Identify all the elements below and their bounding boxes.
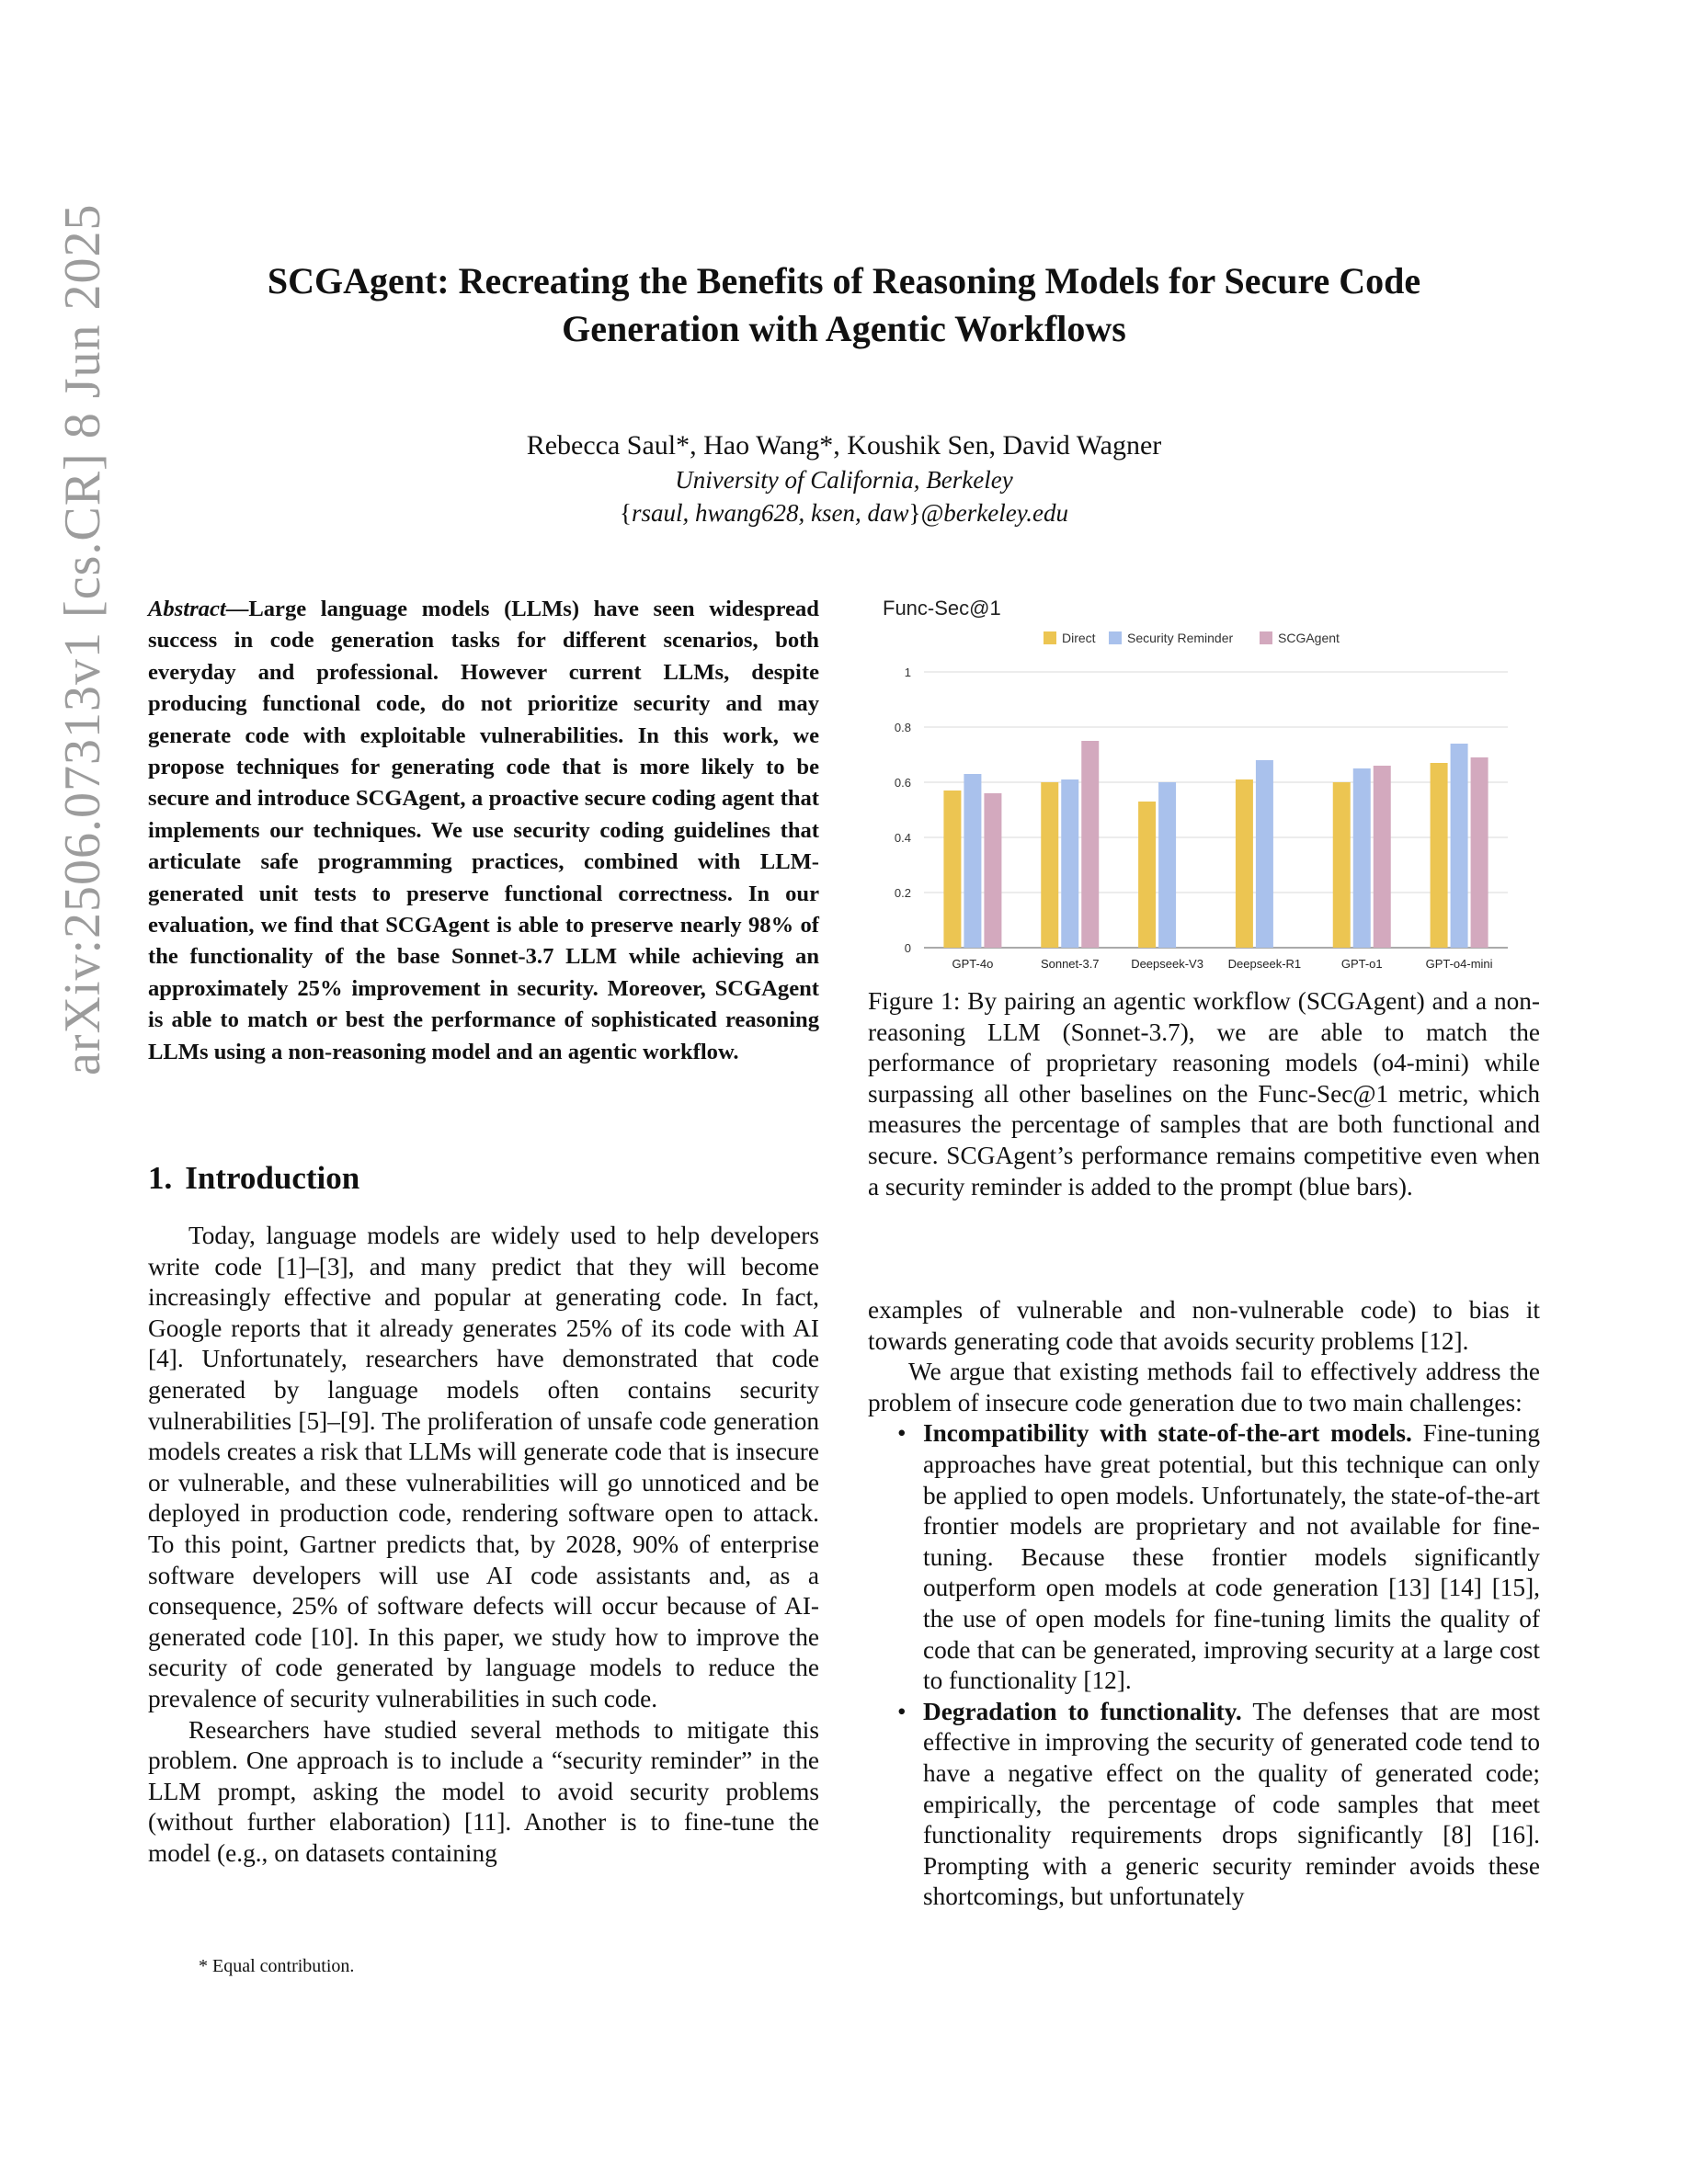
bullet-text: Fine-tuning approaches have great potential, but this technique can only be applied to open models. Unfortunately, the state-of-the-art frontier models are proprietary and not available for fine-tuning. Because these frontier models significantly outperform open models at code generation [13] [14] [15], the use of open models for fine-tuning limits the quality of code that can be generated, improving security at a large cost to functionality [12]. bbox=[923, 1419, 1540, 1695]
challenges-list bbox=[868, 1418, 1540, 1913]
bullet-icon: • bbox=[897, 1697, 907, 1725]
y-tick-label: 0.8 bbox=[894, 721, 911, 734]
title-line-1: SCGAgent: Recreating the Benefits of Reasoning Models for Secure Code bbox=[267, 260, 1421, 301]
chart-bars bbox=[943, 741, 1488, 948]
arxiv-identifier: arXiv:2506.07313v1 [cs.CR] 8 Jun 2025 bbox=[54, 203, 111, 1075]
author-block bbox=[184, 428, 1504, 529]
chart-svg bbox=[873, 593, 1517, 979]
figure-caption: Figure 1: By pairing an agentic workflow (SCGAgent) and a non-reasoning LLM (Sonnet-3.7), we are able to match the performance of proprietary reasoning models (o4-mini) while surpassing all other baselines on the Func-Sec@1 metric, which measures the percentage of samples that are both functional and secure. SCGAgent’s performance remains competitive even when a security reminder is added to the prompt (blue bars). bbox=[868, 987, 1540, 1200]
x-tick-label: Deepseek-R1 bbox=[1227, 957, 1302, 971]
affiliation: University of California, Berkeley bbox=[675, 466, 1013, 494]
bar bbox=[1138, 802, 1156, 948]
bar bbox=[1041, 782, 1058, 948]
x-tick-label: GPT-4o bbox=[952, 957, 994, 971]
func-sec-chart bbox=[873, 593, 1517, 979]
legend-swatch bbox=[1044, 631, 1056, 644]
legend-label: SCGAgent bbox=[1278, 631, 1340, 645]
introduction-body bbox=[148, 1221, 819, 1869]
bullet-term: Degradation to functionality. bbox=[923, 1697, 1242, 1725]
paper-title bbox=[184, 257, 1504, 353]
chart-title: Func-Sec@1 bbox=[883, 597, 1001, 620]
y-tick-label: 0.2 bbox=[894, 886, 911, 900]
email-domain: @berkeley.edu bbox=[920, 499, 1068, 527]
footnote: * Equal contribution. bbox=[199, 1956, 355, 1976]
chart-x-labels bbox=[952, 957, 1493, 971]
legend-swatch bbox=[1109, 631, 1122, 644]
intro-paragraph-1: Today, language models are widely used to help developers write code [1]–[3], and many predict that they will become increasingly effective and popular at generating code. In fact, Google reports that it already generates 25% of its code with AI [4]. Unfortunately, researchers have demonstrated that code generated by language models often contains security vulnerabilities [5]–[9]. The proliferation of unsafe code generation models creates a risk that LLMs will generate code that is insecure or vulnerable, and these vulnerabilities will go unnoticed and be deployed in production code, rendering software open to attack. To this point, Gartner predicts that, by 2028, 90% of enterprise software developers will use AI code assistants and, as a consequence, 25% of software defects will occur because of AI-generated code [10]. In this paper, we study how to improve the security of code generated by language models to reduce the prevalence of security vulnerabilities in such code. bbox=[148, 1222, 819, 1712]
section-number: 1. bbox=[148, 1160, 173, 1196]
bullet-term: Incompatibility with state-of-the-art models. bbox=[923, 1419, 1412, 1448]
x-tick-label: Sonnet-3.7 bbox=[1040, 957, 1100, 971]
list-item bbox=[868, 1418, 1540, 1696]
bar bbox=[964, 774, 981, 948]
bar bbox=[1451, 744, 1468, 948]
paragraph-continuation: examples of vulnerable and non-vulnerable code) to bias it towards generating code that avoids security problems [12]. bbox=[868, 1296, 1540, 1355]
y-tick-label: 1 bbox=[904, 665, 911, 679]
bar bbox=[1353, 768, 1371, 948]
abstract-label: Abstract bbox=[148, 597, 226, 621]
bar bbox=[1374, 766, 1391, 948]
challenges-paragraph: We argue that existing methods fail to effectively address the problem of insecure code generation due to two main challenges: bbox=[868, 1358, 1540, 1416]
y-tick-label: 0 bbox=[904, 941, 911, 955]
x-tick-label: GPT-o4-mini bbox=[1425, 957, 1493, 971]
bar bbox=[984, 793, 1001, 948]
bullet-icon: • bbox=[897, 1419, 907, 1448]
email-users: rsaul, hwang628, ksen, daw bbox=[631, 499, 909, 527]
section-heading-introduction bbox=[148, 1160, 359, 1197]
legend-label: Security Reminder bbox=[1127, 631, 1234, 645]
x-tick-label: Deepseek-V3 bbox=[1131, 957, 1203, 971]
list-item bbox=[868, 1697, 1540, 1913]
author-names: Rebecca Saul*, Hao Wang*, Koushik Sen, David Wagner bbox=[526, 430, 1162, 461]
bar bbox=[1471, 757, 1488, 948]
section-title: Introduction bbox=[185, 1160, 360, 1196]
author-emails: {rsaul, hwang628, ksen, daw}@berkeley.edu bbox=[620, 499, 1068, 527]
title-line-2: Generation with Agentic Workflows bbox=[562, 308, 1126, 349]
chart-legend bbox=[1044, 631, 1340, 645]
bar bbox=[1333, 782, 1351, 948]
legend-swatch bbox=[1260, 631, 1272, 644]
bar bbox=[1236, 779, 1253, 948]
intro-paragraph-2: Researchers have studied several methods to mitigate this problem. One approach is to include a “security reminder” in the LLM prompt, asking the model to avoid security problems (without further elaboration) [11]. Another is to fine-tune the model (e.g., on datasets containing bbox=[148, 1715, 819, 1867]
right-column-body bbox=[868, 1295, 1540, 1913]
y-tick-label: 0.6 bbox=[894, 776, 911, 790]
abstract-text: —Large language models (LLMs) have seen widespread success in code generation tasks for different scenarios, both everyday and professional. However current LLMs, despite producing functional code, do not prioritize security and may generate code with exploitable vulnerabilities. In this work, we propose techniques for generating code that is more likely to be secure and introduce SCGAgent, a proactive secure coding agent that implements our techniques. We use security coding guidelines that articulate safe programming practices, combined with LLM-generated unit tests to preserve functional correctness. In our evaluation, we find that SCGAgent is able to preserve nearly 98% of the functionality of the base Sonnet-3.7 LLM while achieving an approximately 25% improvement in security. Moreover, SCGAgent is able to match or best the performance of sophisticated reasoning LLMs using a non-reasoning model and an agentic workflow. bbox=[148, 597, 819, 1064]
bullet-text: The defenses that are most effective in improving the security of generated code tend to have a negative effect on the quality of generated code; empirically, the percentage of code samples that meet functionality requirements drops significantly [8] [16]. Prompting with a generic security reminder avoids these shortcomings, but unfortunately bbox=[923, 1697, 1541, 1911]
bar bbox=[943, 791, 961, 948]
bar bbox=[1256, 760, 1273, 948]
abstract bbox=[148, 594, 819, 1068]
bar bbox=[1431, 763, 1448, 948]
bar bbox=[1158, 782, 1176, 948]
y-tick-label: 0.4 bbox=[894, 831, 911, 845]
legend-label: Direct bbox=[1062, 631, 1096, 645]
x-tick-label: GPT-o1 bbox=[1340, 957, 1383, 971]
bar bbox=[1081, 741, 1099, 948]
bar bbox=[1061, 779, 1078, 948]
